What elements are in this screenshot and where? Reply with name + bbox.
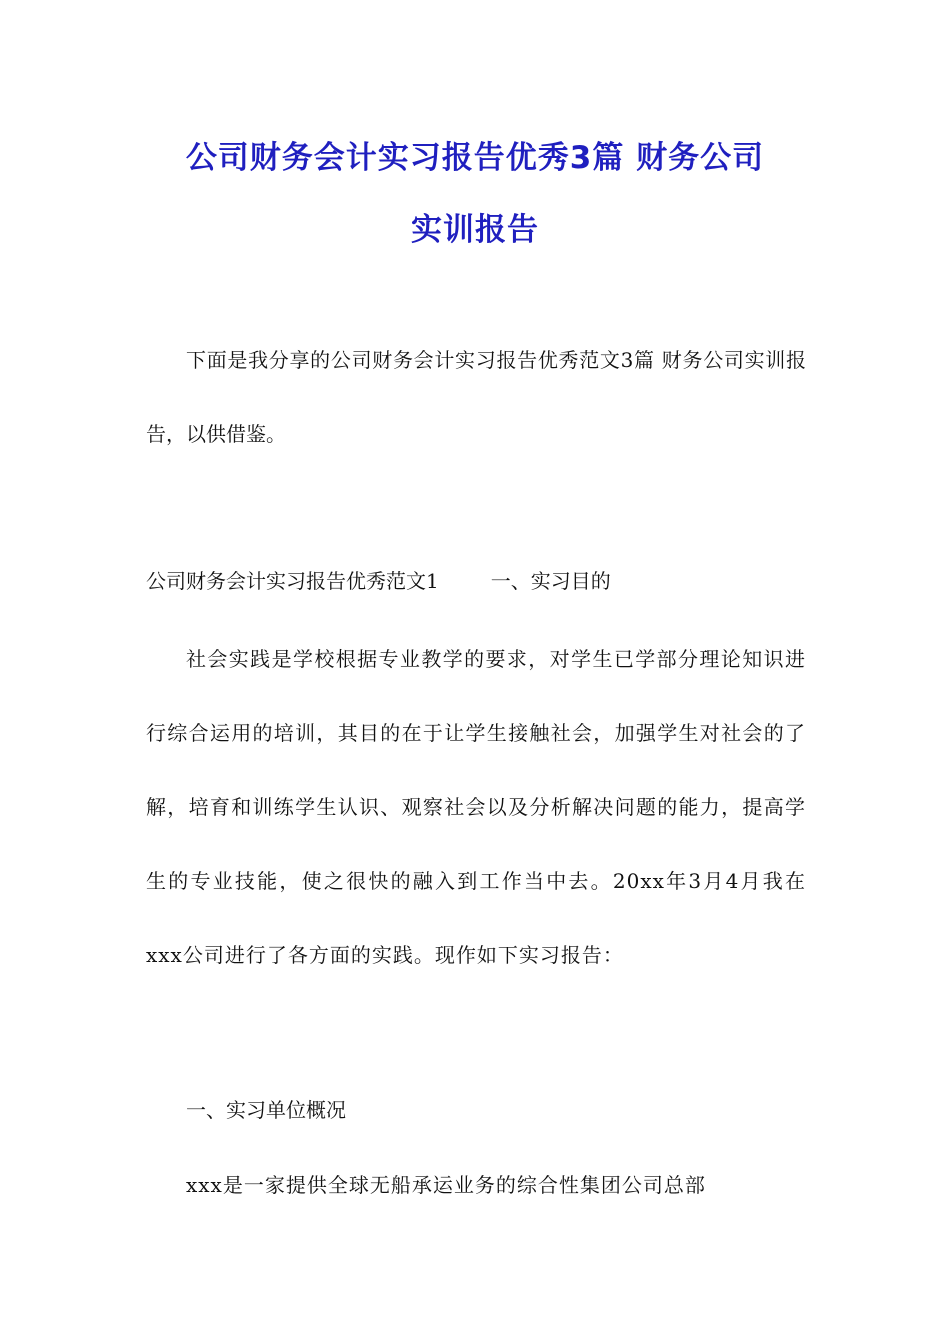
section-title: 公司财务会计实习报告优秀范文1	[146, 569, 439, 593]
document-title-line-2: 实训报告	[411, 212, 539, 248]
document-title-line-1: 公司财务会计实习报告优秀3篇 财务公司	[185, 140, 765, 176]
subheading: 一、实习单位概况	[186, 1098, 346, 1122]
section-heading: 一、实习目的	[490, 569, 611, 593]
body-paragraph-2: xxx是一家提供全球无船承运业务的综合性集团公司总部	[186, 1173, 706, 1197]
body-paragraph-1: 社会实践是学校根据专业教学的要求，对学生已学部分理论知识进行综合运用的培训，其目的在于让学生接触社会，加强学生对社会的了解，培育和训练学生认识、观察社会以及分析解决问题的能力，提高学生的专业技能，使之很快的融入到工作当中去。20xx年3月4月我在xxx公司进行了各方面的实践。现作如下实习报告：	[146, 647, 806, 967]
section-heading-line	[146, 544, 806, 618]
intro-paragraph: 下面是我分享的公司财务会计实习报告优秀范文3篇 财务公司实训报告，以供借鉴。	[146, 348, 806, 446]
